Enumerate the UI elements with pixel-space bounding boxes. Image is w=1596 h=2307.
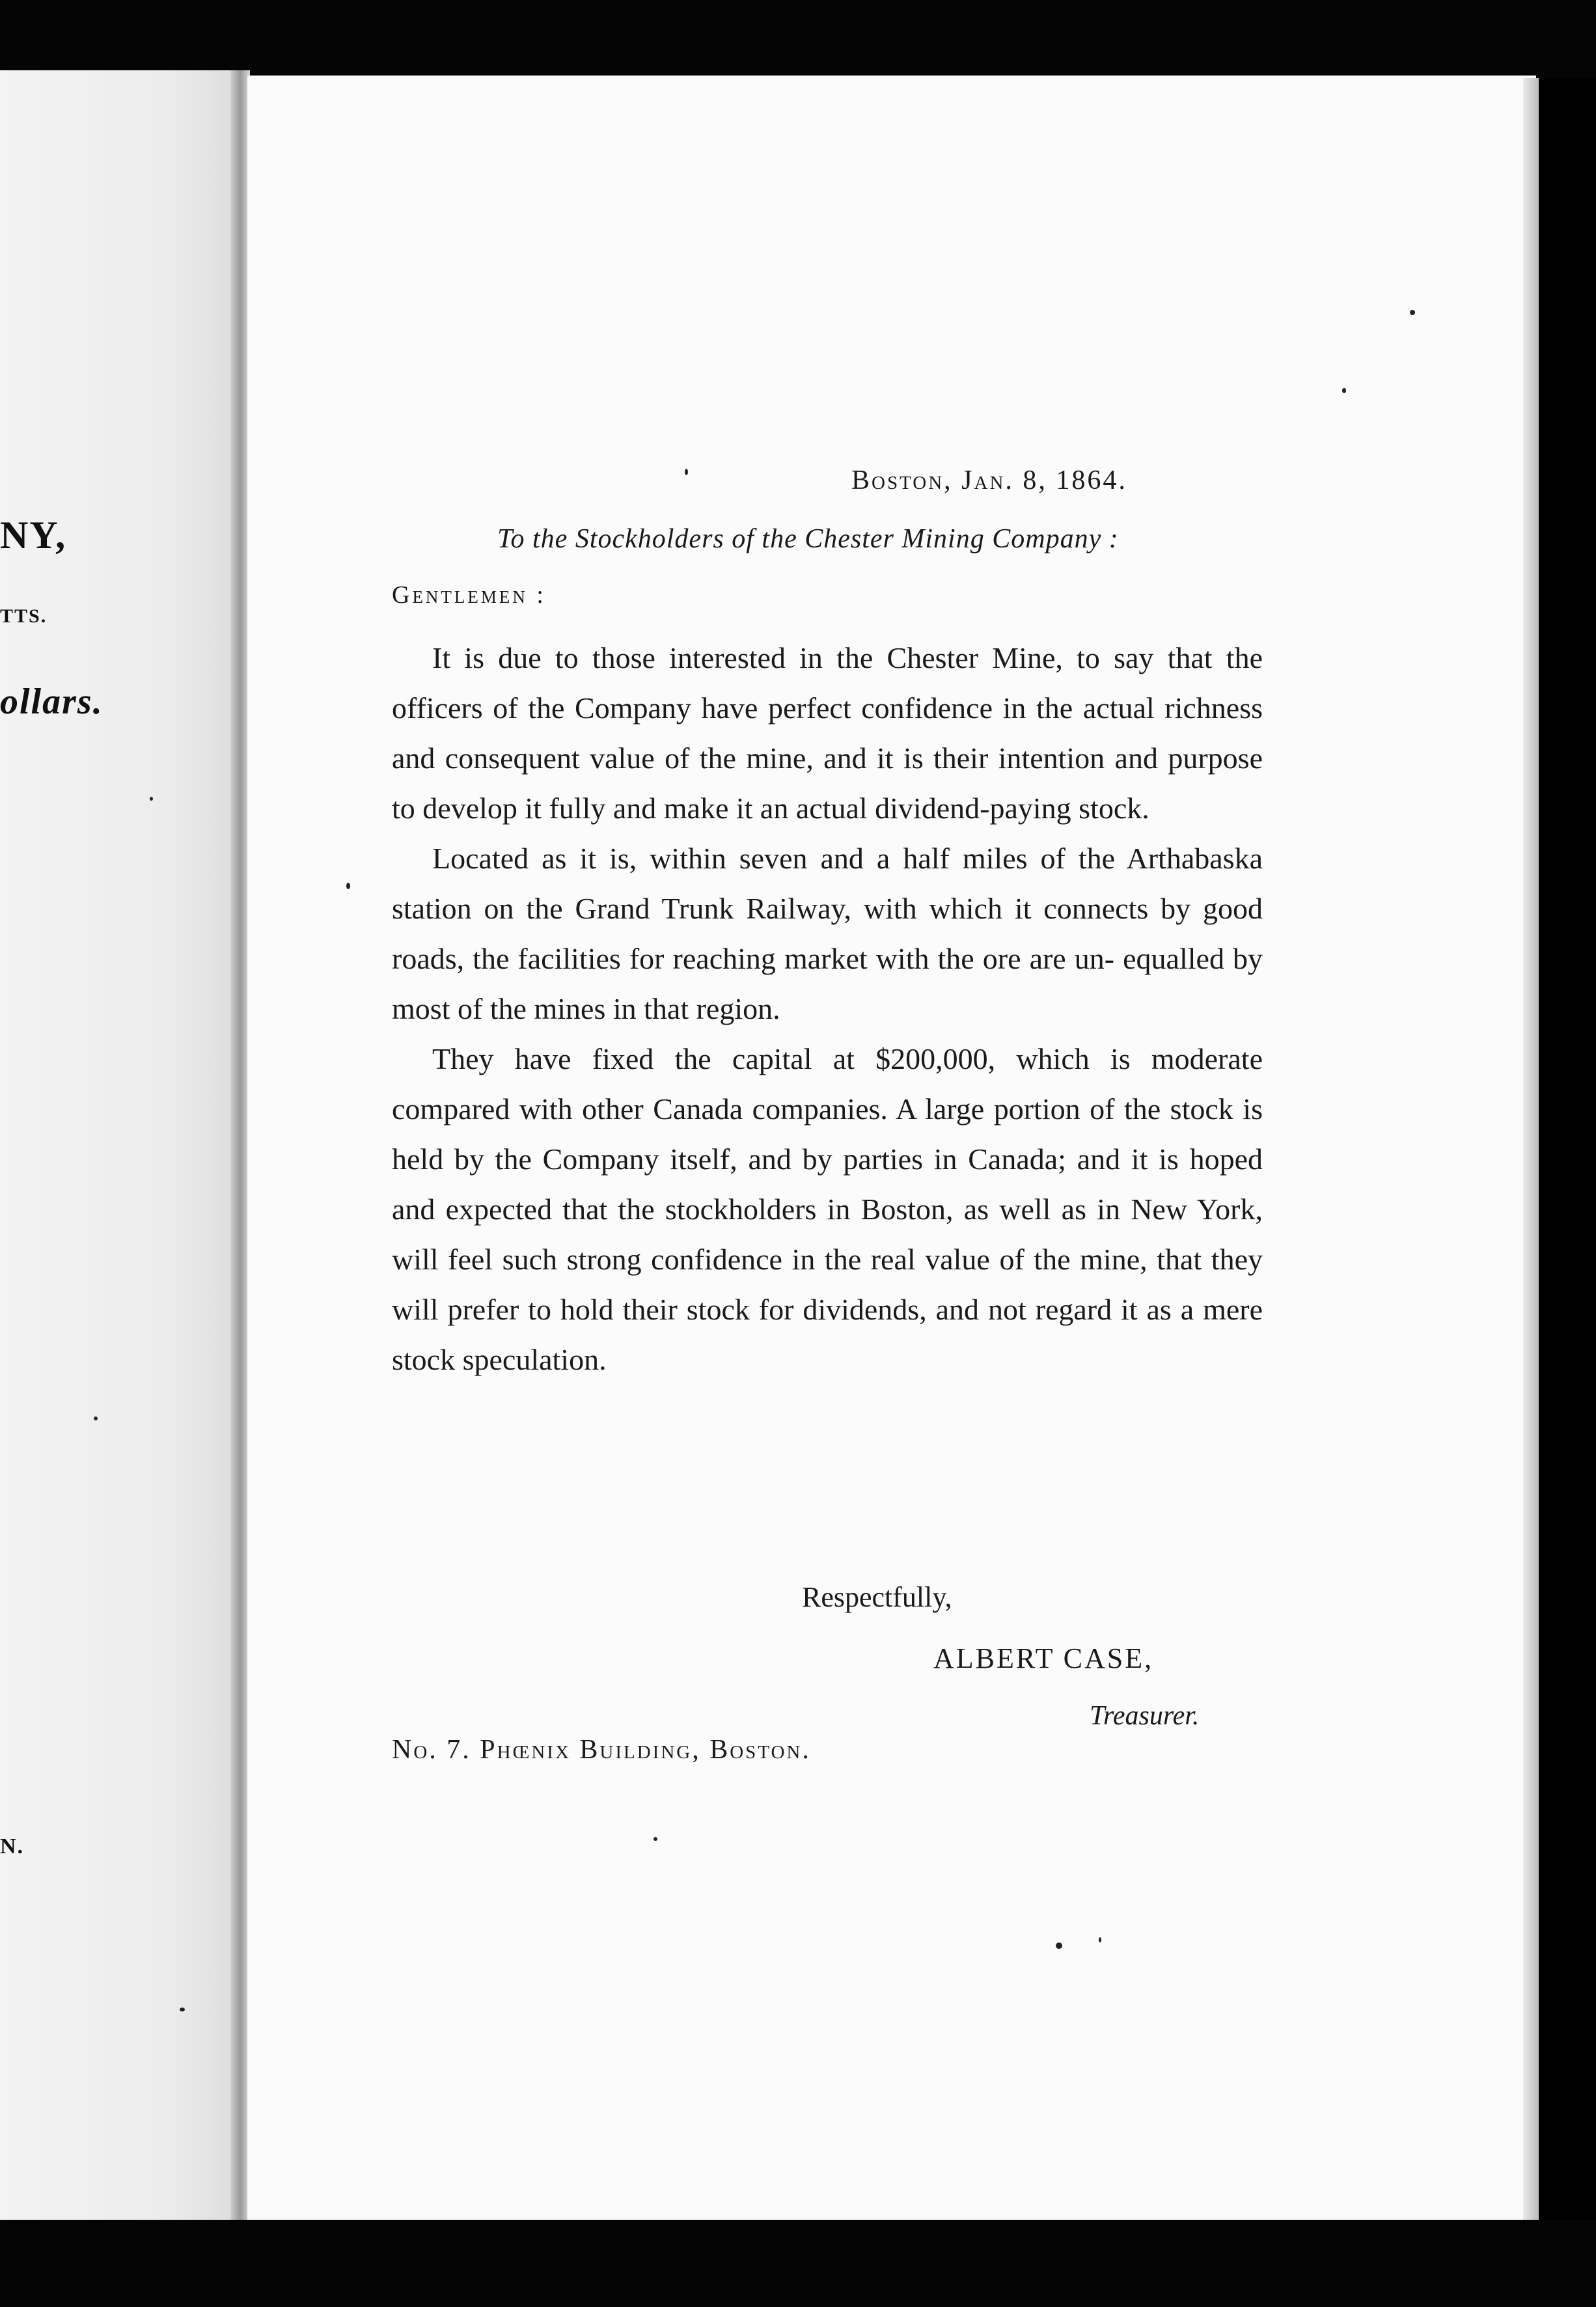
- left-page: [0, 70, 242, 2226]
- ink-speck: [150, 797, 153, 801]
- letter-greeting: Gentlemen :: [392, 581, 546, 609]
- paragraph-2: Located as it is, within seven and a half miles of the Arthabaska station on the Grand Trunk Railway, with which it connects by good roads, the facilities for reaching market with the ore are un- equalled by most of the mines in that region.: [392, 842, 1263, 1025]
- left-fragment-location: TTS.: [0, 605, 48, 627]
- paragraph-1: It is due to those interested in the Chester Mine, to say that the officers of the Company have perfect confidence in the actual richness and consequent value of the mine, and it is their intention and purpose to develop it fully and make it an actual dividend-paying stock.: [392, 641, 1263, 825]
- letter-body: [392, 633, 1263, 1385]
- ink-speck: [94, 1416, 98, 1420]
- ink-speck: [685, 469, 688, 475]
- signer-title: Treasurer.: [1090, 1701, 1200, 1731]
- ink-speck: [1099, 1937, 1101, 1942]
- ink-speck: [1342, 388, 1346, 393]
- scan-bottom-border: [0, 2220, 1596, 2307]
- ink-speck: [1056, 1942, 1062, 1949]
- ink-speck: [1410, 310, 1415, 315]
- date-month: Jan.: [961, 465, 1014, 495]
- left-fragment-company: NY,: [0, 514, 67, 557]
- scan-top-border: [0, 0, 1596, 78]
- ink-speck: [346, 883, 350, 889]
- left-fragment-city: N.: [0, 1834, 25, 1858]
- address-text: No. 7. Phœnix Building, Boston.: [392, 1735, 811, 1765]
- letter-closing: Respectfully,: [802, 1581, 952, 1613]
- paragraph-3: They have fixed the capital at $200,000, which is moderate compared with other Canada companies. A large portion of the stock is held by the Company itself, and by parties in Canada; and it is hoped and expected that the stockholders in Boston, as well as in New York, will feel such strong confidence in the real value of the mine, that they will prefer to hold their stock for dividends, and not regard it as a mere stock speculation.: [392, 1042, 1263, 1376]
- date-rest: 8, 1864.: [1023, 465, 1127, 495]
- left-fragment-dollars: ollars.: [0, 682, 103, 722]
- date-place: Boston,: [851, 465, 953, 495]
- letter-salutation: To the Stockholders of the Chester Mining Company :: [497, 524, 1119, 554]
- page-edge: [1523, 78, 1539, 2220]
- letter-address: [392, 1734, 811, 1765]
- letter-date: [851, 465, 1127, 496]
- letter-signer: ALBERT CASE,: [933, 1642, 1154, 1674]
- ink-speck: [654, 1837, 657, 1841]
- ink-speck: [180, 2008, 185, 2011]
